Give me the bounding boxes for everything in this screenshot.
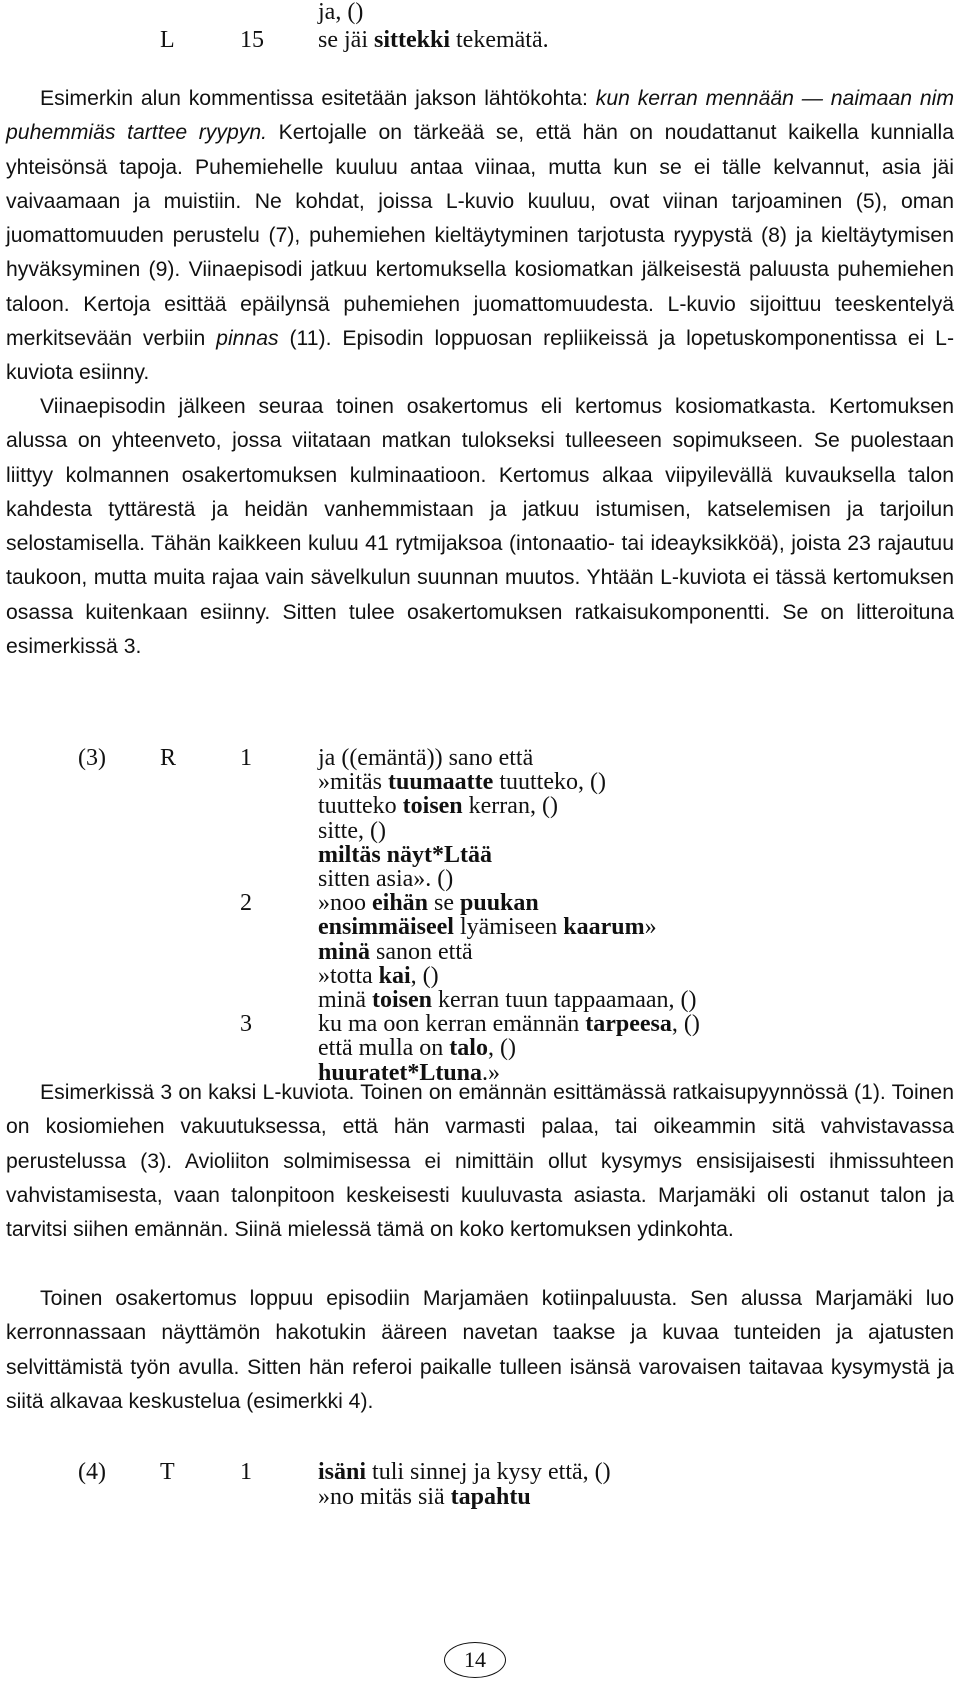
transcript-text: sitten asia». () — [318, 866, 454, 892]
speaker-label: R — [160, 745, 177, 771]
paragraph-1-text: (11). Episodin loppuosan repliikeissä ja lopetuskomponentissa ei L-kuviota esiinny. — [6, 327, 955, 385]
line-number: 2 — [240, 890, 252, 917]
line-number: 1 — [240, 745, 252, 771]
transcript-text: ensimmäiseel lyämiseen kaarum» — [318, 914, 657, 941]
transcript-text: ku ma oon kerran emännän tarpeesa, () — [318, 1011, 700, 1038]
example-number: (3) — [78, 745, 106, 771]
paragraph-3-text: Esimerkissä 3 on kaksi L-kuviota. Toinen on emännän esittämässä ratkaisupyynnössä (1). Toinen on kosiomiehen vakuutuksessa, että hän varmasti palaa, tai oikeammin sitä vahvistavassa perustelussa (3). Avioliiton solmimisessa ei nimittäin ollut kysymys ensisijaisesti ihmissuhteen vahvistamisesta, vaan talonpitoon keskeisesti kuuluvasta asiasta. Marjamäki oli ostanut talon ja tarvitsi siihen emännän. Siinä mielessä tämä on koko kertomuksen ydinkohta. — [6, 1081, 954, 1242]
paragraph-1-text: Kertojalle on tärkeää se, että hän on noudattanut kaikella kunnialla yhteisönsä tapoja. Puhemiehelle kuuluu antaa viinaa, mutta kun se ei tälle kelvannut, asia jäi vaivaamaan ja muistiin. Ne kohdat, joissa L-kuvio kuuluu, ovat viinan tarjoaminen (5), oman juomattomuuden perustelu (7), puhemiehen kieltäytyminen tarjotusta ryypystä (8) ja kieltäytymisen hyväksyminen (9). Viinaepisodi jatkuu kertomuksella kosiomatkan jälkeisestä paluusta puhemiehen taloon. Kertoja esittää epäilynsä puhemiehen juomattomuudesta. L-kuvio sijoittuu teeskentelyä merkitsevään verbiin — [6, 121, 954, 351]
speaker-label: T — [160, 1459, 175, 1485]
line-number: 1 — [240, 1459, 252, 1485]
transcript-text: »no mitäs siä tapahtu — [318, 1484, 531, 1510]
page-number: 14 — [444, 1642, 506, 1678]
transcript-text: minä sanon että — [318, 938, 473, 965]
transcript-text: ja, () — [318, 0, 364, 25]
paragraph-3 — [6, 1076, 954, 1247]
line-number: 3 — [240, 1011, 252, 1038]
paragraph-1-text: Esimerkin alun kommentissa esitetään jakson lähtökohta: — [40, 87, 596, 110]
transcript-text: että mulla on talo, () — [318, 1035, 516, 1062]
speaker-label: L — [160, 27, 175, 53]
transcript-text: isäni tuli sinnej ja kysy että, () — [318, 1459, 611, 1485]
transcript-text: huuratet*Ltuna.» — [318, 1059, 501, 1086]
transcript-text: se jäi sittekki tekemätä. — [318, 27, 549, 53]
paragraph-2 — [6, 390, 954, 664]
transcript-text: sitte, () — [318, 817, 386, 844]
paragraph-4-text: Toinen osakertomus loppuu episodiin Marjamäen kotiinpaluusta. Sen alussa Marjamäki luo kerronnassaan näyttämön hakotukin ääreen navetan taakse ja kuvaa tunteiden ja ajatusten selvittämistä työn avulla. Sitten hän referoi paikalle tulleen isänsä varovaisen taitavaa kysymystä ja siitä alkavaa keskustelua (esimerkki 4). — [6, 1287, 954, 1413]
paragraph-4 — [6, 1282, 954, 1419]
transcript-text: »mitäs tuumaatte tuutteko, () — [318, 769, 606, 796]
example-number: (4) — [78, 1459, 106, 1485]
paragraph-1 — [6, 82, 954, 391]
transcript-text: »noo eihän se puukan — [318, 890, 539, 917]
transcript-text: minä toisen kerran tuun tappaamaan, () — [318, 987, 697, 1013]
line-number: 15 — [240, 27, 264, 53]
paragraph-2-text: Viinaepisodin jälkeen seuraa toinen osakertomus eli kertomus kosiomatkasta. Kertomuksen alussa on yhteenveto, jossa viitataan matkan tulokseksi tulleeseen sopimukseen. Se puolestaan liittyy kolmannen osakertomuksen kulminaatioon. Kertomus alkaa viipyilevällä kuvauksella talon kahdesta tyttärestä ja heidän vanhemmistaan ja jatkuu istumisen, katselemisen ja tarjoilun selostamisella. Tähän kaikkeen kuluu 41 rytmijaksoa (intonaatio- tai ideayksikköä), joista 23 rajautuu taukoon, mutta muita rajaa vain sävelkulun suunnan muutos. Yhtään L-kuviota ei tässä kertomuksen osassa kuitenkaan esiinny. Sitten tulee osakertomuksen ratkaisukomponentti. Se on litteroituna esimerkissä 3. — [6, 395, 954, 659]
italic-quote: pinnas — [216, 327, 279, 351]
transcript-text: »totta kai, () — [318, 962, 439, 989]
transcript-text: miltäs näyt*Ltää — [318, 841, 492, 868]
italic-quote: kun kerran mennään — naimaan nim puhemmiäs tarttee ryypyn. — [6, 87, 954, 145]
transcript-text: ja ((emäntä)) sano että — [318, 745, 534, 771]
transcript-text: tuutteko toisen kerran, () — [318, 793, 558, 820]
